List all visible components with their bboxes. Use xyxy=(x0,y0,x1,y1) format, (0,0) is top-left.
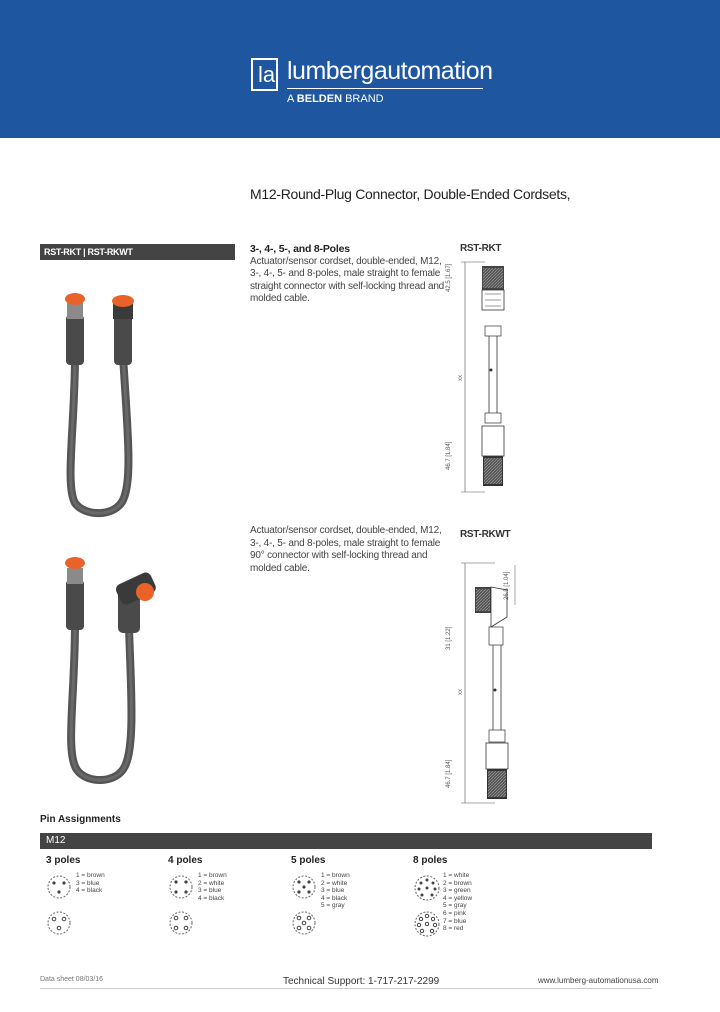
product1-heading: 3-, 4-, 5-, and 8-Poles xyxy=(250,243,350,255)
pin-row: 8 = red xyxy=(443,925,464,933)
logo-glyph: la xyxy=(258,62,276,87)
pole-group-5 xyxy=(291,855,350,952)
pin-assignments-title: Pin Assignments xyxy=(40,814,121,825)
pinout-female-4-icon xyxy=(168,910,194,936)
pin-row: 7 = blue xyxy=(443,917,467,925)
pinout-male-3-icon xyxy=(46,874,72,900)
dimension-drawing-rst-rkt xyxy=(455,258,515,498)
dim-top-rst-rkt: 42.5 [1.67] xyxy=(446,263,452,292)
dim-mid-rst-rkwt: xx xyxy=(458,689,464,695)
footer-divider xyxy=(40,988,652,989)
pinout-female-3-icon xyxy=(46,910,72,936)
pin-row: 3 = blue xyxy=(321,887,345,895)
pin-row: 1 = brown xyxy=(76,872,105,879)
product1-description xyxy=(250,243,450,306)
footer-support-phone: Technical Support: 1-717-217-2299 xyxy=(283,976,440,987)
pinout-female-8-icon xyxy=(413,910,441,938)
pin-row: 5 = gray xyxy=(321,902,345,910)
drawing-label-rst-rkt: RST-RKT xyxy=(460,243,502,254)
pole-label: 5 poles xyxy=(291,855,326,866)
pin-row: 3 = green xyxy=(443,887,471,895)
pin-list-8 xyxy=(443,872,472,933)
pin-row: 1 = brown xyxy=(198,872,227,879)
pin-list-3 xyxy=(76,872,105,895)
pole-group-4 xyxy=(168,855,227,952)
brand-logo-icon xyxy=(251,58,278,91)
pinout-male-5-icon xyxy=(291,874,317,900)
pinout-male-8-icon xyxy=(413,874,441,902)
pinout-male-4-icon xyxy=(168,874,194,900)
dim-b-rst-rkwt: 31 [1.22] xyxy=(446,626,452,650)
pole-label: 8 poles xyxy=(413,855,448,866)
pin-row: 3 = blue xyxy=(198,887,222,895)
pole-label: 3 poles xyxy=(46,855,81,866)
header-banner xyxy=(0,0,720,138)
pin-row: 2 = white xyxy=(198,879,225,887)
m12-bar: M12 xyxy=(40,833,652,849)
pin-row: 4 = black xyxy=(76,887,103,895)
pole-group-8 xyxy=(413,855,473,952)
dim-bottom-rst-rkt: 46.7 [1.84] xyxy=(446,441,452,470)
footer-datasheet-date: Data sheet 08/03/16 xyxy=(40,976,104,983)
dimension-drawing-rst-rkwt xyxy=(455,545,535,810)
section-label: RST-RKT | RST-RKWT xyxy=(40,244,235,260)
pin-row: 5 = gray xyxy=(443,902,467,910)
footer-website-link[interactable]: www.lumberg-automationusa.com xyxy=(538,976,659,985)
brand-subtitle xyxy=(287,93,384,105)
page-title: M12-Round-Plug Connector, Double-Ended Cordsets, xyxy=(250,186,571,202)
dim-mid-rst-rkt: xx xyxy=(458,375,464,381)
pin-row: 4 = black xyxy=(198,894,225,902)
brand-name: lumbergautomation xyxy=(287,57,493,85)
pinout-female-5-icon xyxy=(291,910,317,936)
product-photo-straight xyxy=(55,285,145,525)
product2-description xyxy=(250,525,450,575)
sub-suffix: BRAND xyxy=(342,93,384,105)
pin-row: 1 = brown xyxy=(321,872,350,879)
pin-row: 4 = yellow xyxy=(443,894,473,902)
pin-row: 6 = pink xyxy=(443,909,466,917)
pin-row: 3 = blue xyxy=(76,879,100,887)
brand-underline xyxy=(287,88,483,89)
sub-prefix: A xyxy=(287,93,297,105)
pole-label: 4 poles xyxy=(168,855,203,866)
pin-row: 2 = white xyxy=(321,879,348,887)
product1-text: Actuator/sensor cordset, double-ended, M12, 3-, 4-, 5- and 8-poles, male straight to female straight connector with self-locking thread and molded cable. xyxy=(250,255,445,304)
pole-group-3 xyxy=(46,855,105,952)
dim-a-rst-rkwt: 26.5 [1.04] xyxy=(504,571,510,600)
pin-row: 4 = black xyxy=(321,894,348,902)
pin-row: 1 = white xyxy=(443,872,470,879)
drawing-label-rst-rkwt: RST-RKWT xyxy=(460,529,511,540)
pin-list-4 xyxy=(198,872,227,902)
pin-list-5 xyxy=(321,872,350,910)
sub-bold: BELDEN xyxy=(296,93,343,105)
dim-bottom-rst-rkwt: 46.7 [1.84] xyxy=(446,759,452,788)
product-photo-angled xyxy=(55,548,165,793)
product2-text: Actuator/sensor cordset, double-ended, M12, 3-, 4-, 5- and 8-poles, male straight to female 90° connector with self-locking thread and molded cable. xyxy=(250,525,442,574)
pin-row: 2 = brown xyxy=(443,879,472,887)
